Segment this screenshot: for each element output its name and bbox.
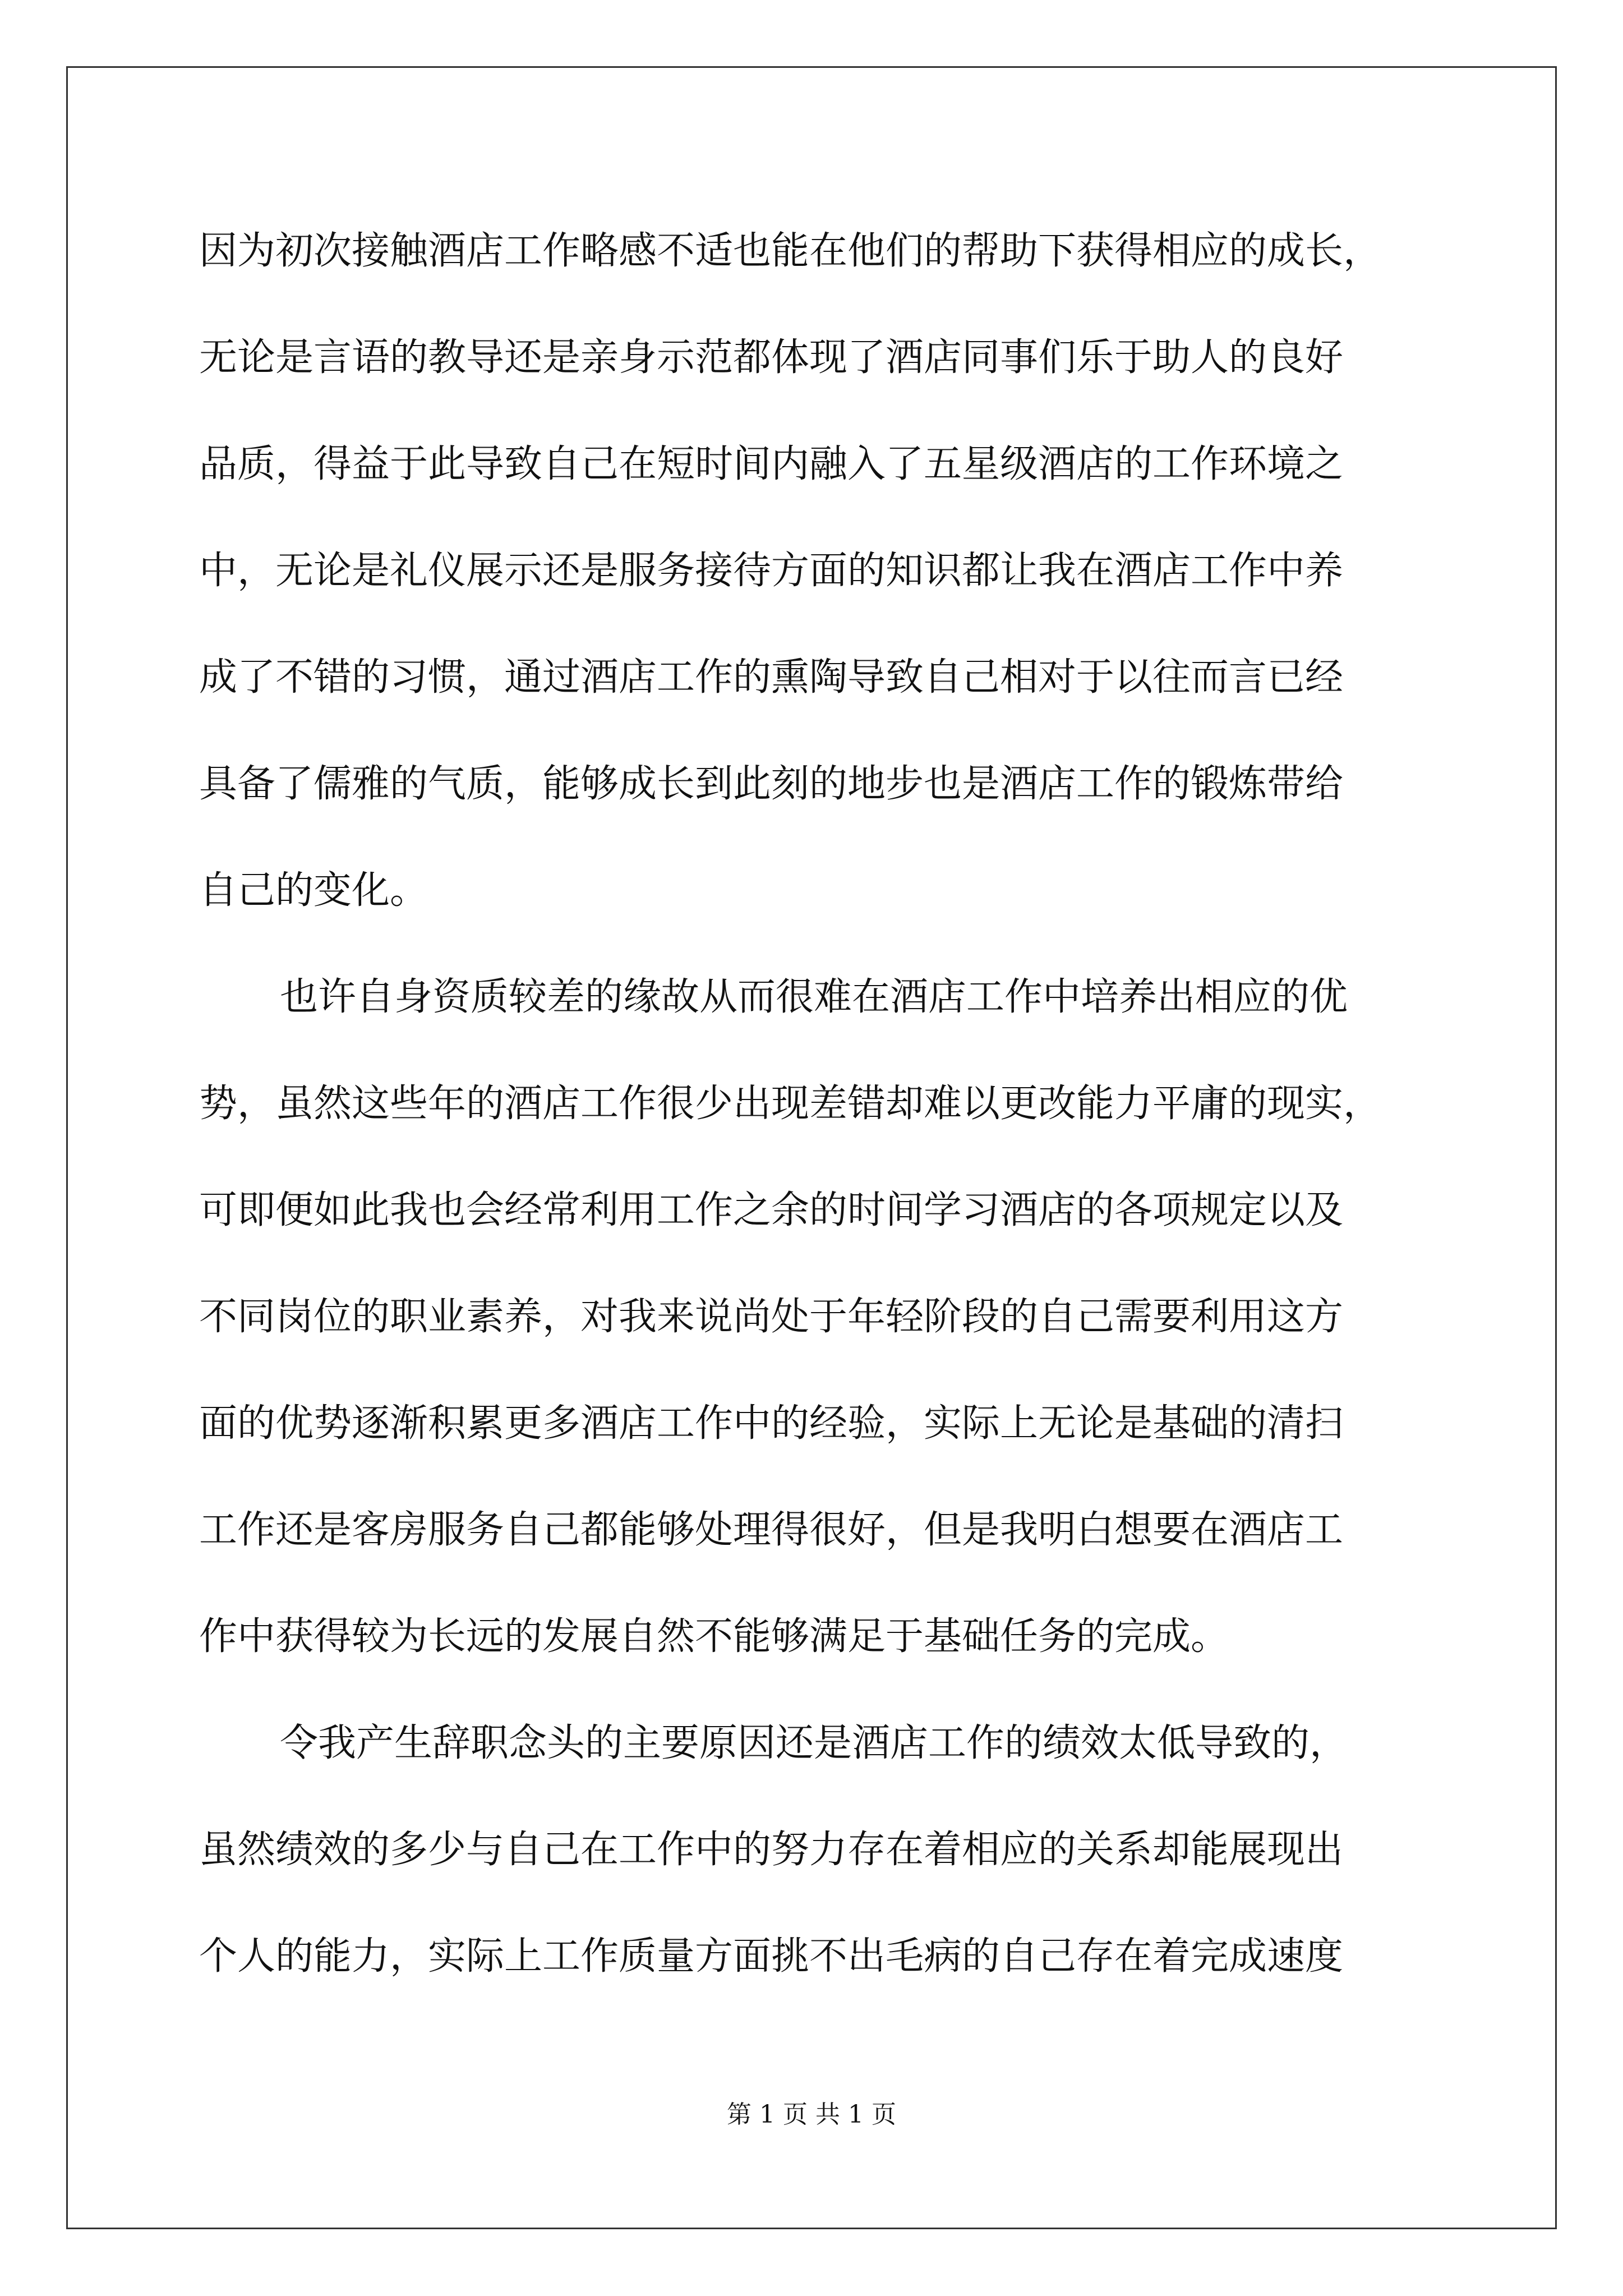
text-line: 工作还是客房服务自己都能够处理得很好，但是我明白想要在酒店工: [199, 1508, 1344, 1552]
text-line: 自己的变化。: [199, 868, 428, 913]
text-line: 无论是言语的教导还是亲身示范都体现了酒店同事们乐于助人的良好: [199, 335, 1344, 380]
text-line: 中，无论是礼仪展示还是服务接待方面的知识都让我在酒店工作中养: [199, 549, 1344, 593]
text-line: 势，虽然这些年的酒店工作很少出现差错却难以更改能力平庸的现实，: [199, 1082, 1382, 1126]
text-line: 成了不错的习惯，通过酒店工作的熏陶导致自己相对于以往而言已经: [199, 655, 1344, 700]
text-line: 面的优势逐渐积累更多酒店工作中的经验，实际上无论是基础的清扫: [199, 1401, 1344, 1446]
text-line: 不同岗位的职业素养，对我来说尚处于年轻阶段的自己需要利用这方: [199, 1295, 1344, 1339]
text-line: 因为初次接触酒店工作略感不适也能在他们的帮助下获得相应的成长，: [199, 229, 1382, 273]
text-line: 具备了儒雅的气质，能够成长到此刻的地步也是酒店工作的锻炼带给: [199, 762, 1344, 806]
text-line-indented: 也许自身资质较差的缘故从而很难在酒店工作中培养出相应的优: [280, 975, 1348, 1019]
text-line: 可即便如此我也会经常利用工作之余的时间学习酒店的各项规定以及: [199, 1188, 1344, 1232]
text-line: 品质，得益于此导致自己在短时间内融入了五星级酒店的工作环境之: [199, 442, 1344, 486]
text-line: 作中获得较为长远的发展自然不能够满足于基础任务的完成。: [199, 1614, 1229, 1659]
text-line-indented: 令我产生辞职念头的主要原因还是酒店工作的绩效太低导致的，: [280, 1721, 1348, 1765]
text-line: 个人的能力，实际上工作质量方面挑不出毛病的自己存在着完成速度: [199, 1934, 1344, 1978]
page-number: 第 1 页 共 1 页: [727, 2100, 896, 2129]
page-border: [66, 66, 1557, 2229]
text-line: 虽然绩效的多少与自己在工作中的努力存在着相应的关系却能展现出: [199, 1828, 1344, 1872]
page-footer: [0, 2094, 1623, 2130]
